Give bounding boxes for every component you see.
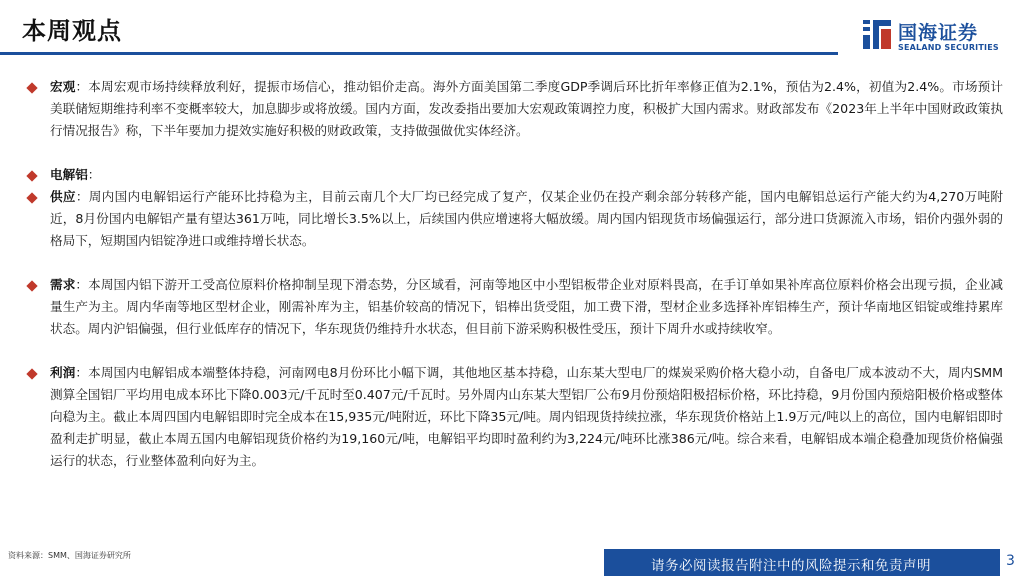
title-divider bbox=[0, 52, 838, 55]
profit-heading: 利润 bbox=[50, 365, 76, 380]
supply-text: ：周内国内电解铝运行产能环比持稳为主，目前云南几个大厂均已经完成了复产，仅某企业仍在投产剩余部分转移产能，国内电解铝总运行产能大约为4,270万吨附近，8月份国内电解铝产量有望达361万吨，同比增长3.5%以上，后续国内供应增速将大幅放缓。周内国内铝现货市场偏强运行，部分进口货源流入市场，铝价内强外弱的格局下，短期国内铝锭净进口或维持增长状态。 bbox=[50, 189, 1004, 248]
demand-paragraph bbox=[28, 274, 1003, 340]
logo-chinese-name: 国海证券 bbox=[898, 22, 979, 44]
sealand-logo-icon bbox=[862, 18, 892, 52]
macro-text: ：本周宏观市场持续释放利好，提振市场信心，推动铝价走高。海外方面美国第二季度GDP季调后环比折年率修正值为2.1%，预估为2.4%，初值为2.4%。市场预计美联储短期维持利率不变概率较大，加息脚步或将放缓。国内方面，发改委指出要加大宏观政策调控力度，积极扩大国内需求。财政部发布《2023年上半年中国财政政策执行情况报告》称，下半年要加力提效实施好积极的财政政策，支持做强做优实体经济。 bbox=[50, 79, 1003, 138]
diamond-bullet-icon bbox=[26, 368, 37, 379]
aluminum-section-heading bbox=[28, 164, 1003, 186]
macro-paragraph bbox=[28, 76, 1003, 142]
page-number: 3 bbox=[1006, 553, 1015, 569]
report-body bbox=[28, 76, 1003, 472]
company-logo bbox=[862, 18, 1012, 58]
profit-text: ：本周国内电解铝成本端整体持稳，河南网电8月份环比小幅下调，其他地区基本持稳，山东某大型电厂的煤炭采购价格大稳小动，自备电厂成本波动不大，周内SMM测算全国铝厂平均用电成本环比下降0.003元/千瓦时至0.407元/千瓦时。另外周内山东某大型铝厂公布9月份预焙阳极招标价格，环比持稳，9月份国内预焙阳极价格或整体向稳为主。截止本周四国内电解铝即时完全成本在15,935元/吨附近，环比下降35元/吨。周内铝现货持续拉涨，华东现货价格站上1.9万元/吨以上的高位，国内电解铝即时盈利走扩明显，截止本周五国内电解铝现货价格约为19,160元/吨，电解铝平均即时盈利约为3,224元/吨环比涨386元/吨。综合来看，电解铝成本端企稳叠加现货价格偏强运行的状态，行业整体盈利向好为主。 bbox=[50, 365, 1003, 468]
diamond-bullet-icon bbox=[26, 192, 37, 203]
demand-heading: 需求 bbox=[50, 277, 76, 292]
aluminum-heading: 电解铝 bbox=[50, 167, 88, 182]
macro-heading: 宏观 bbox=[50, 79, 76, 94]
diamond-bullet-icon bbox=[26, 170, 37, 181]
logo-english-name: SEALAND SECURITIES bbox=[898, 43, 999, 52]
diamond-bullet-icon bbox=[26, 82, 37, 93]
page-title: 本周观点 bbox=[22, 17, 122, 45]
diamond-bullet-icon bbox=[26, 280, 37, 291]
profit-paragraph bbox=[28, 362, 1003, 472]
supply-paragraph bbox=[28, 186, 1003, 252]
supply-heading: 供应 bbox=[50, 189, 76, 204]
demand-text: ：本周国内铝下游开工受高位原料价格抑制呈现下滑态势，分区域看，河南等地区中小型铝板带企业对原料畏高，在手订单如果补库高位原料价格会出现亏损，企业减量生产为主。周内华南等地区型材企业，刚需补库为主，铝基价较高的情况下，铝棒出货受阻，加工费下滑，型材企业多选择补库铝棒生产，预计华南地区铝锭或维持累库状态。周内沪铝偏强，但行业低库存的情况下，华东现货仍维持升水状态，但目前下游采购积极性受压，预计下周升水或持续收窄。 bbox=[50, 277, 1004, 336]
aluminum-colon: ： bbox=[87, 167, 101, 182]
disclaimer-text: 请务必阅读报告附注中的风险提示和免责声明 bbox=[651, 558, 931, 574]
data-source-note: 资料来源：SMM、国海证券研究所 bbox=[8, 551, 131, 560]
